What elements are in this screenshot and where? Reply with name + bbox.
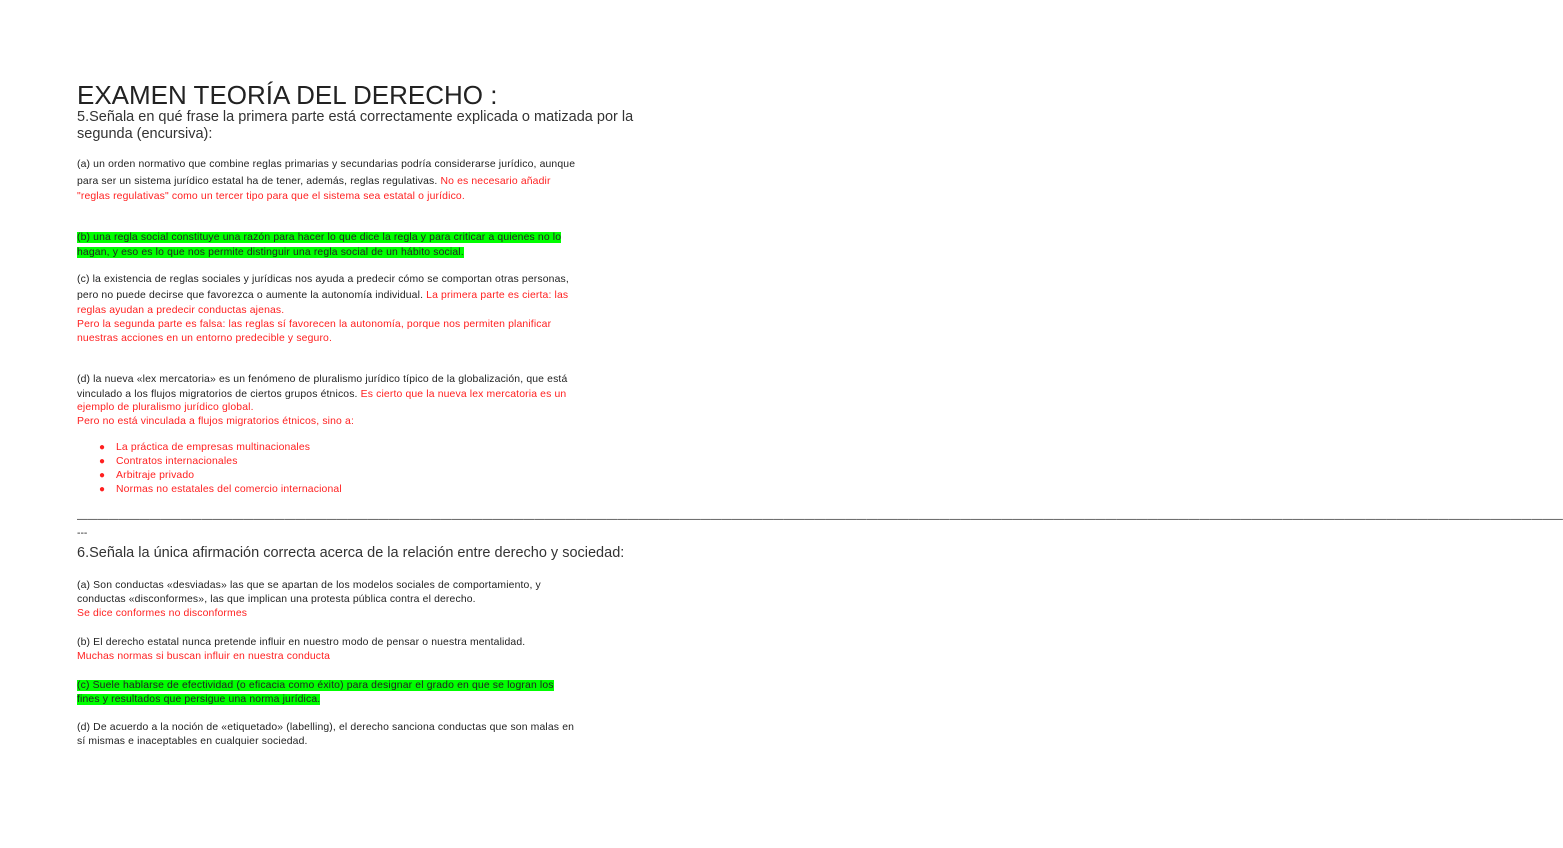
answer-line bbox=[77, 388, 566, 401]
answer-line bbox=[77, 693, 320, 706]
bullet-icon: ● bbox=[99, 470, 106, 481]
answer-line bbox=[77, 373, 567, 386]
answer-text: (d) la nueva «lex mercatoria» es un fenómeno de pluralismo jurídico típico de la globalización, que está bbox=[77, 374, 568, 385]
answer-line bbox=[77, 650, 330, 663]
answer-line bbox=[77, 415, 354, 428]
bullet-item: Normas no estatales del comercio internacional bbox=[116, 484, 342, 495]
answer-line bbox=[77, 579, 541, 592]
answer-text: (c) la existencia de reglas sociales y jurídicas nos ayuda a predecir cómo se comportan otras personas, bbox=[77, 274, 569, 285]
correction-text: reglas ayudan a predecir conductas ajenas. bbox=[77, 305, 285, 316]
answer-text: (a) Son conductas «desviadas» las que se apartan de los modelos sociales de comportamiento, y bbox=[77, 580, 541, 591]
answer-line bbox=[77, 636, 525, 649]
answer-text: para ser un sistema jurídico estatal ha de tener, además, reglas regulativas. bbox=[77, 176, 441, 187]
correction-text: nuestras acciones en un entorno predecible y seguro. bbox=[77, 333, 333, 344]
correction-text: Muchas normas si buscan influir en nuestra conducta bbox=[77, 651, 331, 662]
answer-line bbox=[77, 190, 465, 203]
answer-line bbox=[77, 175, 551, 188]
separator-line: --- bbox=[77, 528, 88, 539]
answer-line bbox=[77, 158, 575, 171]
answer-line bbox=[77, 304, 284, 317]
answer-line bbox=[77, 735, 308, 748]
answer-text: conductas «disconformes», las que implican una protesta pública contra el derecho. bbox=[77, 594, 476, 605]
highlighted-answer-text: (c) Suele hablarse de efectividad (o eficacia como éxito) para designar el grado en que se logran los bbox=[77, 680, 554, 691]
answer-line bbox=[77, 607, 247, 620]
correction-text: Es cierto que la nueva lex mercatoria es un bbox=[360, 389, 567, 400]
question-6-heading: 6.Señala la única afirmación correcta acerca de la relación entre derecho y sociedad: bbox=[77, 545, 625, 561]
bullet-item: Contratos internacionales bbox=[116, 456, 238, 467]
bullet-icon: ● bbox=[99, 442, 106, 453]
answer-text: sí mismas e inaceptables en cualquier sociedad. bbox=[77, 736, 308, 747]
correction-text: Se dice conformes no disconformes bbox=[77, 608, 248, 619]
highlighted-answer-text: fines y resultados que persigue una norma jurídica. bbox=[77, 694, 321, 705]
answer-text: vinculado a los flujos migratorios de ciertos grupos étnicos. bbox=[77, 389, 361, 400]
bullet-item: La práctica de empresas multinacionales bbox=[116, 442, 311, 453]
highlighted-answer-text: (b) una regla social constituye una razón para hacer lo que dice la regla y para criticar a quienes no lo bbox=[77, 232, 562, 243]
answer-line bbox=[77, 679, 554, 692]
answer-line bbox=[77, 246, 464, 259]
answer-line bbox=[77, 332, 332, 345]
highlighted-answer-text: hagan, y eso es lo que nos permite distinguir una regla social de un hábito social. bbox=[77, 247, 464, 258]
bullet-icon: ● bbox=[99, 484, 106, 495]
correction-text: ejemplo de pluralismo jurídico global. bbox=[77, 402, 254, 413]
answer-line bbox=[77, 401, 254, 414]
correction-text: Pero la segunda parte es falsa: las reglas sí favorecen la autonomía, porque nos permiten planificar bbox=[77, 319, 552, 330]
question-5-heading: segunda (encursiva): bbox=[77, 126, 213, 142]
bullet-item: Arbitraje privado bbox=[116, 470, 195, 481]
correction-text: Pero no está vinculada a flujos migratorios étnicos, sino a: bbox=[77, 416, 354, 427]
answer-text: (b) El derecho estatal nunca pretende influir en nuestro modo de pensar o nuestra mentalidad. bbox=[77, 637, 526, 648]
correction-text: La primera parte es cierta: las bbox=[426, 290, 569, 301]
answer-text: pero no puede decirse que favorezca o aumente la autonomía individual. bbox=[77, 290, 427, 301]
answer-line bbox=[77, 593, 476, 606]
answer-line bbox=[77, 318, 551, 331]
answer-line bbox=[77, 721, 574, 734]
document-title: EXAMEN TEORÍA DEL DERECHO : bbox=[77, 80, 498, 110]
bullet-icon: ● bbox=[99, 456, 106, 467]
answer-line bbox=[77, 231, 561, 244]
answer-line bbox=[77, 289, 568, 302]
separator-line: ——————————————————————————————————————————————————————————————————————————————————————————————————————————————————————————————————————————————— bbox=[77, 514, 1563, 525]
question-5-heading: 5.Señala en qué frase la primera parte está correctamente explicada o matizada por la bbox=[77, 109, 634, 125]
correction-text: No es necesario añadir bbox=[440, 176, 551, 187]
answer-line bbox=[77, 273, 569, 286]
answer-text: (d) De acuerdo a la noción de «etiquetado» (labelling), el derecho sanciona conductas que son malas en bbox=[77, 722, 575, 733]
correction-text: "reglas regulativas" como un tercer tipo para que el sistema sea estatal o jurídico. bbox=[77, 191, 465, 202]
answer-text: (a) un orden normativo que combine reglas primarias y secundarias podría considerarse jurídico, aunque bbox=[77, 159, 576, 170]
